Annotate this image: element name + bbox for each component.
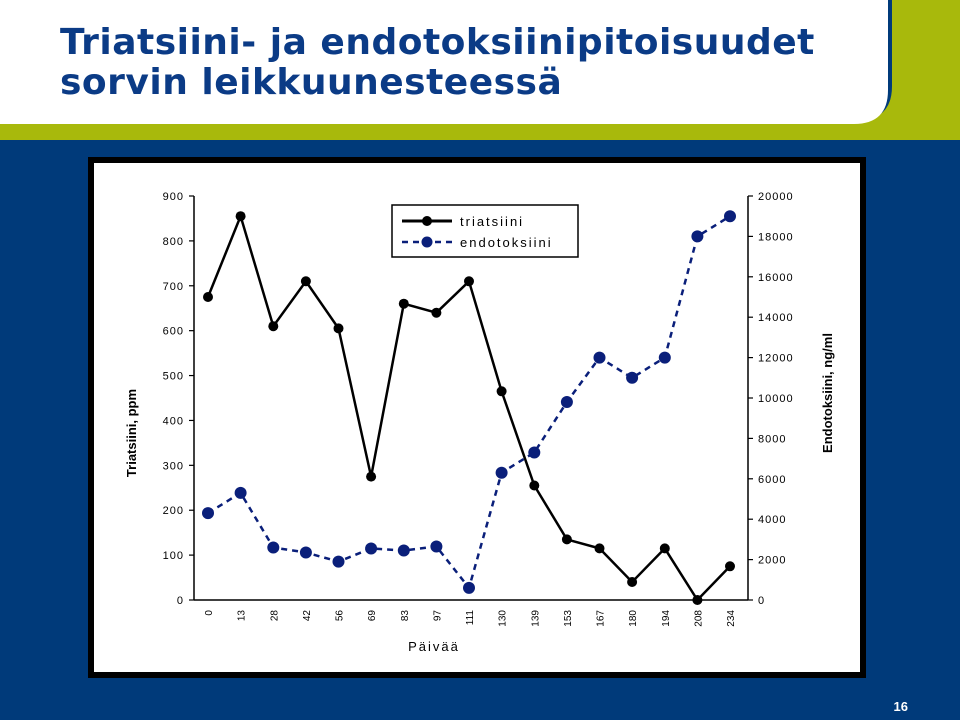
data-point-triatsiini xyxy=(660,543,670,553)
x-tick-label: 83 xyxy=(399,610,411,622)
x-tick-label: 42 xyxy=(301,610,313,622)
data-point-endotoksiini xyxy=(594,352,606,364)
data-point-endotoksiini xyxy=(333,556,345,568)
data-point-endotoksiini xyxy=(528,447,540,459)
line-chart xyxy=(94,163,860,672)
data-point-endotoksiini xyxy=(463,582,475,594)
x-tick-label: 153 xyxy=(562,610,574,627)
data-point-triatsiini xyxy=(366,472,376,482)
y-tick-label-right: 18000 xyxy=(758,231,794,244)
y-tick-label-right: 10000 xyxy=(758,393,794,405)
data-point-endotoksiini xyxy=(300,547,312,559)
data-point-triatsiini xyxy=(431,308,441,318)
x-tick-label: 56 xyxy=(334,610,346,622)
y-tick-label-right: 2000 xyxy=(758,554,787,567)
y-tick-label-left: 700 xyxy=(162,280,184,293)
y-tick-label-left: 200 xyxy=(162,505,184,518)
x-tick-label: 69 xyxy=(367,610,379,622)
series-layer xyxy=(202,210,736,605)
y-tick-label-left: 900 xyxy=(162,191,184,203)
x-tick-label: 13 xyxy=(236,610,248,622)
data-point-endotoksiini xyxy=(626,372,638,384)
data-point-triatsiini xyxy=(236,211,246,221)
slide-header xyxy=(0,0,960,140)
y-tick-label-left: 400 xyxy=(162,415,184,428)
x-tick-label: 234 xyxy=(726,610,737,627)
y-axis-label-right: Endotoksiini, ng/ml xyxy=(820,333,835,453)
x-tick-label: 194 xyxy=(660,610,672,627)
right-axis-ticks xyxy=(748,191,794,607)
y-tick-label-right: 8000 xyxy=(758,433,787,446)
y-tick-label-left: 300 xyxy=(162,460,184,473)
y-tick-label-right: 0 xyxy=(758,595,766,607)
data-point-endotoksiini xyxy=(430,541,442,553)
data-point-triatsiini xyxy=(334,323,344,333)
y-tick-label-right: 12000 xyxy=(758,352,794,365)
data-point-endotoksiini xyxy=(235,487,247,499)
data-point-endotoksiini xyxy=(496,467,508,479)
data-point-triatsiini xyxy=(562,534,572,544)
data-point-triatsiini xyxy=(203,292,213,302)
chart-legend xyxy=(392,205,578,257)
x-tick-label: 130 xyxy=(497,610,509,627)
x-axis-ticks xyxy=(204,610,737,627)
x-tick-label: 167 xyxy=(595,610,607,627)
y-axis-label-left: Triatsiini, ppm xyxy=(124,388,139,478)
y-tick-label-left: 100 xyxy=(162,550,184,563)
left-axis-ticks xyxy=(163,191,194,607)
slide-title-line-2: sorvin leikkuunesteessä xyxy=(60,62,563,103)
legend-label-endotoksiini: endotoksiini xyxy=(460,235,553,250)
data-point-triatsiini xyxy=(464,276,474,286)
x-tick-label: 180 xyxy=(628,610,640,627)
slide-title-line-1: Triatsiini- ja endotoksiinipitoisuudet xyxy=(60,22,815,63)
data-point-triatsiini xyxy=(725,561,735,571)
y-tick-label-left: 500 xyxy=(162,370,184,383)
x-tick-label: 28 xyxy=(269,610,281,622)
x-axis-label: Päivää xyxy=(408,639,460,654)
data-point-endotoksiini xyxy=(659,352,671,364)
y-tick-label-right: 14000 xyxy=(758,312,794,325)
legend-marker-triatsiini xyxy=(422,216,432,226)
x-tick-label: 139 xyxy=(530,610,542,627)
x-tick-label: 0 xyxy=(204,610,215,616)
data-point-endotoksiini xyxy=(202,507,214,519)
data-point-triatsiini xyxy=(399,299,409,309)
data-point-endotoksiini xyxy=(561,396,573,408)
series-line-endotoksiini xyxy=(208,216,730,588)
y-tick-label-left: 600 xyxy=(162,325,184,338)
legend-label-triatsiini: triatsiini xyxy=(460,214,525,229)
y-tick-label-right: 16000 xyxy=(758,271,794,284)
x-tick-label: 208 xyxy=(693,610,705,627)
data-point-triatsiini xyxy=(692,595,702,605)
data-point-endotoksiini xyxy=(365,543,377,555)
data-point-triatsiini xyxy=(268,321,278,331)
chart-frame xyxy=(88,157,866,678)
page-number: 16 xyxy=(893,699,908,714)
x-tick-label: 111 xyxy=(465,610,476,626)
y-tick-label-left: 800 xyxy=(162,235,184,248)
legend-marker-endotoksiini xyxy=(422,237,433,248)
y-tick-label-right: 6000 xyxy=(758,473,787,486)
data-point-triatsiini xyxy=(627,577,637,587)
y-tick-label-right: 4000 xyxy=(758,514,787,527)
data-point-triatsiini xyxy=(595,543,605,553)
x-tick-label: 97 xyxy=(432,610,444,622)
data-point-triatsiini xyxy=(497,386,507,396)
series-line-triatsiini xyxy=(208,216,730,600)
data-point-endotoksiini xyxy=(398,545,410,557)
y-tick-label-right: 20000 xyxy=(758,191,794,203)
data-point-endotoksiini xyxy=(724,210,736,222)
data-point-endotoksiini xyxy=(691,230,703,242)
data-point-triatsiini xyxy=(529,481,539,491)
y-tick-label-left: 0 xyxy=(176,595,184,607)
data-point-triatsiini xyxy=(301,276,311,286)
data-point-endotoksiini xyxy=(267,542,279,554)
